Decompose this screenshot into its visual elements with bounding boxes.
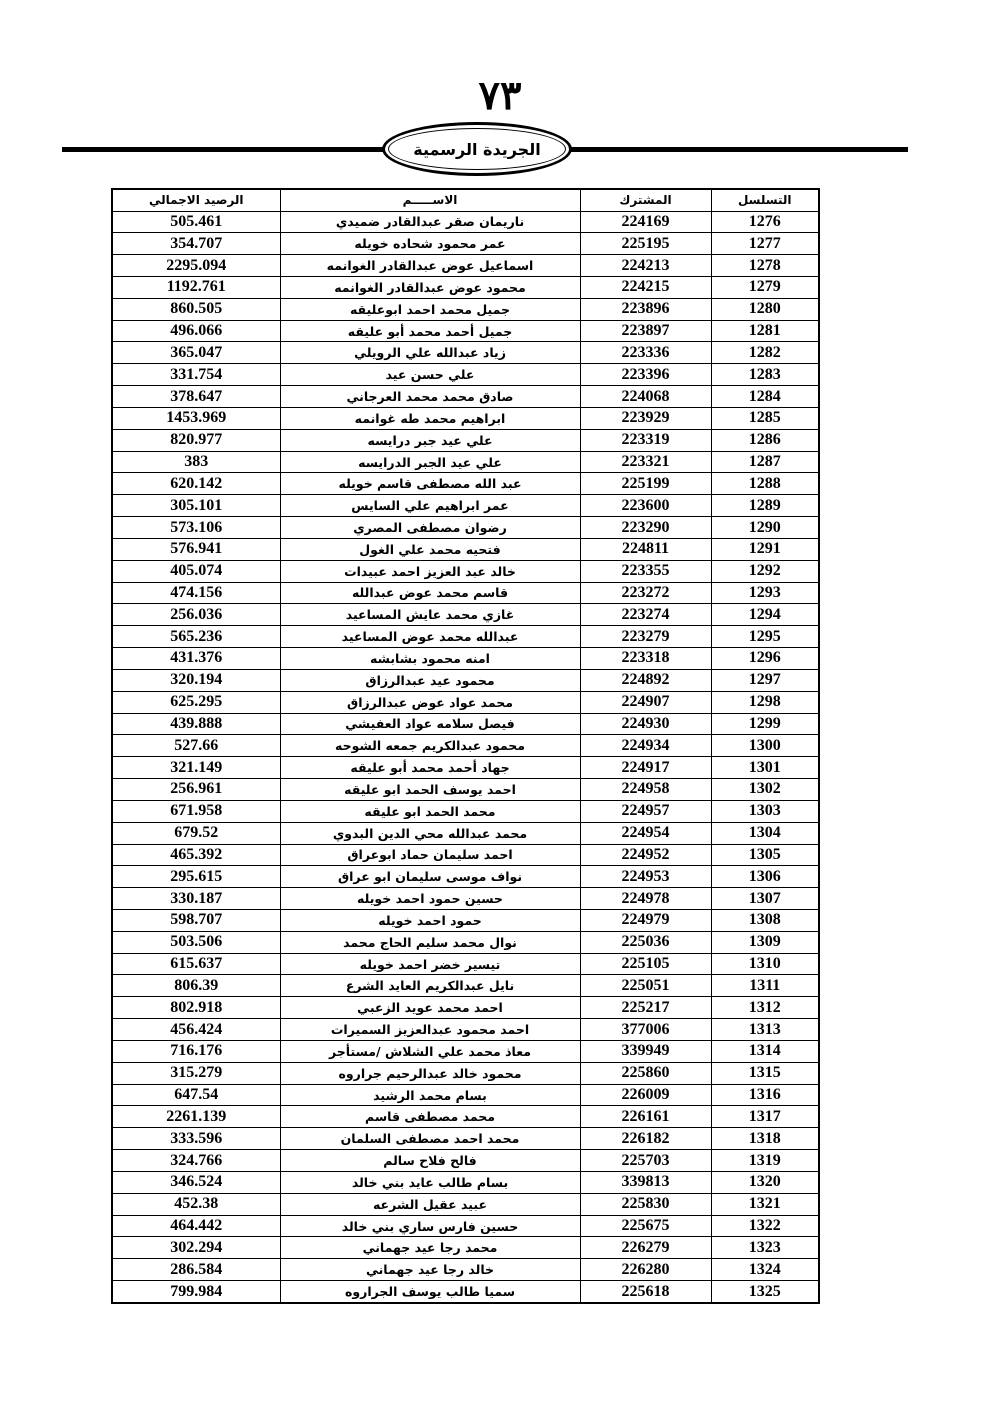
subscriber-cell: 224892 — [580, 669, 711, 691]
sequence-cell: 1316 — [711, 1084, 819, 1106]
table-row — [112, 1281, 819, 1303]
name-cell: عبدالله محمد عوض المساعيد — [280, 626, 580, 648]
table-row — [112, 255, 819, 277]
name-cell: امنه محمود بشابشه — [280, 648, 580, 670]
name-cell: جهاد أحمد محمد أبو عليقه — [280, 757, 580, 779]
balance-cell: 647.54 — [112, 1084, 280, 1106]
sequence-cell: 1299 — [711, 713, 819, 735]
balance-cell: 256.961 — [112, 779, 280, 801]
subscriber-cell: 224957 — [580, 800, 711, 822]
sequence-cell: 1293 — [711, 582, 819, 604]
subscriber-cell: 225051 — [580, 975, 711, 997]
subscriber-cell: 223896 — [580, 298, 711, 320]
balance-cell: 820.977 — [112, 429, 280, 451]
table-row — [112, 1193, 819, 1215]
sequence-cell: 1309 — [711, 931, 819, 953]
balance-cell: 302.294 — [112, 1237, 280, 1259]
table-row — [112, 1106, 819, 1128]
table-row — [112, 451, 819, 473]
column-header-name: الاســـــم — [280, 189, 580, 211]
subscriber-cell: 225860 — [580, 1062, 711, 1084]
balance-cell: 320.194 — [112, 669, 280, 691]
table-row — [112, 517, 819, 539]
name-cell: محمد الحمد ابو عليقه — [280, 800, 580, 822]
table-row — [112, 975, 819, 997]
name-cell: محمد عبدالله محي الدين البدوي — [280, 822, 580, 844]
balance-cell: 625.295 — [112, 691, 280, 713]
name-cell: احمد محمد عويد الزعبي — [280, 997, 580, 1019]
balance-cell: 799.984 — [112, 1281, 280, 1303]
balance-cell: 598.707 — [112, 910, 280, 932]
table-row — [112, 364, 819, 386]
table-row — [112, 626, 819, 648]
table-row — [112, 931, 819, 953]
name-cell: رضوان مصطفى المصري — [280, 517, 580, 539]
balance-cell: 620.142 — [112, 473, 280, 495]
table-row — [112, 1259, 819, 1281]
sequence-cell: 1291 — [711, 538, 819, 560]
name-cell: عبد الله مصطفى قاسم خويله — [280, 473, 580, 495]
balance-cell: 573.106 — [112, 517, 280, 539]
table-row — [112, 560, 819, 582]
subscriber-cell: 224934 — [580, 735, 711, 757]
name-cell: محمد عواد عوض عبدالرزاق — [280, 691, 580, 713]
subscriber-cell: 224907 — [580, 691, 711, 713]
sequence-cell: 1313 — [711, 1019, 819, 1041]
balance-cell: 295.615 — [112, 866, 280, 888]
subscriber-cell: 223321 — [580, 451, 711, 473]
table-header-row — [112, 189, 819, 211]
name-cell: علي عيد جبر درايسه — [280, 429, 580, 451]
table-row — [112, 582, 819, 604]
balance-cell: 671.958 — [112, 800, 280, 822]
subscriber-cell: 226182 — [580, 1128, 711, 1150]
sequence-cell: 1315 — [711, 1062, 819, 1084]
balance-cell: 365.047 — [112, 342, 280, 364]
balance-cell: 405.074 — [112, 560, 280, 582]
sequence-cell: 1307 — [711, 888, 819, 910]
name-cell: محمود عيد عبدالرزاق — [280, 669, 580, 691]
name-cell: محمود عوض عبدالقادر الغوانمه — [280, 276, 580, 298]
subscriber-cell: 224811 — [580, 538, 711, 560]
sequence-cell: 1298 — [711, 691, 819, 713]
subscriber-cell: 225703 — [580, 1150, 711, 1172]
sequence-cell: 1323 — [711, 1237, 819, 1259]
balance-cell: 576.941 — [112, 538, 280, 560]
table-row — [112, 495, 819, 517]
sequence-cell: 1304 — [711, 822, 819, 844]
table-row — [112, 1040, 819, 1062]
sequence-cell: 1322 — [711, 1215, 819, 1237]
balance-cell: 2261.139 — [112, 1106, 280, 1128]
table-row — [112, 735, 819, 757]
sequence-cell: 1306 — [711, 866, 819, 888]
table-row — [112, 298, 819, 320]
subscriber-balance-table — [111, 188, 820, 1304]
subscriber-cell: 223279 — [580, 626, 711, 648]
name-cell: علي حسن عيد — [280, 364, 580, 386]
subscriber-cell: 225830 — [580, 1193, 711, 1215]
table-row — [112, 800, 819, 822]
name-cell: ابراهيم محمد طه غوانمه — [280, 407, 580, 429]
subscriber-cell: 223336 — [580, 342, 711, 364]
name-cell: احمد يوسف الحمد ابو عليقه — [280, 779, 580, 801]
subscriber-cell: 377006 — [580, 1019, 711, 1041]
sequence-cell: 1286 — [711, 429, 819, 451]
balance-cell: 802.918 — [112, 997, 280, 1019]
table-row — [112, 1171, 819, 1193]
name-cell: قاسم محمد عوض عبدالله — [280, 582, 580, 604]
name-cell: محمود عبدالكريم جمعه الشوحه — [280, 735, 580, 757]
table-row — [112, 342, 819, 364]
subscriber-cell: 224213 — [580, 255, 711, 277]
balance-cell: 474.156 — [112, 582, 280, 604]
balance-cell: 321.149 — [112, 757, 280, 779]
subscriber-cell: 339949 — [580, 1040, 711, 1062]
name-cell: عمر محمود شحاده خويله — [280, 233, 580, 255]
subscriber-cell: 224978 — [580, 888, 711, 910]
subscriber-cell: 224952 — [580, 844, 711, 866]
balance-cell: 315.279 — [112, 1062, 280, 1084]
subscriber-cell: 224954 — [580, 822, 711, 844]
sequence-cell: 1295 — [711, 626, 819, 648]
subscriber-cell: 224979 — [580, 910, 711, 932]
name-cell: عمر ابراهيم علي السايس — [280, 495, 580, 517]
name-cell: حمود احمد خويله — [280, 910, 580, 932]
sequence-cell: 1310 — [711, 953, 819, 975]
sequence-cell: 1302 — [711, 779, 819, 801]
balance-cell: 716.176 — [112, 1040, 280, 1062]
balance-cell: 1453.969 — [112, 407, 280, 429]
name-cell: محمد رجا عيد جهماني — [280, 1237, 580, 1259]
table-row — [112, 713, 819, 735]
gazette-title: الجريدة الرسمية — [413, 139, 541, 159]
subscriber-cell: 223396 — [580, 364, 711, 386]
subscriber-cell: 225217 — [580, 997, 711, 1019]
balance-cell: 452.38 — [112, 1193, 280, 1215]
subscriber-cell: 224169 — [580, 211, 711, 233]
sequence-cell: 1301 — [711, 757, 819, 779]
balance-cell: 256.036 — [112, 604, 280, 626]
table-row — [112, 233, 819, 255]
balance-cell: 439.888 — [112, 713, 280, 735]
subscriber-cell: 223318 — [580, 648, 711, 670]
balance-cell: 456.424 — [112, 1019, 280, 1041]
name-cell: صادق محمد محمد العرجاني — [280, 386, 580, 408]
name-cell: بسام محمد الرشيد — [280, 1084, 580, 1106]
table-row — [112, 844, 819, 866]
sequence-cell: 1283 — [711, 364, 819, 386]
subscriber-cell: 223897 — [580, 320, 711, 342]
subscriber-cell: 223274 — [580, 604, 711, 626]
sequence-cell: 1314 — [711, 1040, 819, 1062]
sequence-cell: 1285 — [711, 407, 819, 429]
subscriber-cell: 226280 — [580, 1259, 711, 1281]
name-cell: خالد رجا عيد جهماني — [280, 1259, 580, 1281]
name-cell: سميا طالب يوسف الجراروه — [280, 1281, 580, 1303]
name-cell: فيصل سلامه عواد العفيشي — [280, 713, 580, 735]
gazette-title-oval — [382, 122, 572, 176]
name-cell: محمد مصطفى قاسم — [280, 1106, 580, 1128]
balance-cell: 324.766 — [112, 1150, 280, 1172]
sequence-cell: 1279 — [711, 276, 819, 298]
sequence-cell: 1300 — [711, 735, 819, 757]
sequence-cell: 1321 — [711, 1193, 819, 1215]
balance-cell: 505.461 — [112, 211, 280, 233]
table-row — [112, 211, 819, 233]
name-cell: بسام طالب عايد بني خالد — [280, 1171, 580, 1193]
name-cell: حسين حمود احمد خويله — [280, 888, 580, 910]
subscriber-cell: 225675 — [580, 1215, 711, 1237]
column-header-sequence: التسلسل — [711, 189, 819, 211]
sequence-cell: 1325 — [711, 1281, 819, 1303]
name-cell: علي عيد الجبر الدرايسه — [280, 451, 580, 473]
subscriber-cell: 225618 — [580, 1281, 711, 1303]
name-cell: نواف موسى سليمان ابو عراق — [280, 866, 580, 888]
subscriber-cell: 225199 — [580, 473, 711, 495]
name-cell: ناريمان صقر عبدالقادر ضميدي — [280, 211, 580, 233]
balance-cell: 346.524 — [112, 1171, 280, 1193]
balance-cell: 431.376 — [112, 648, 280, 670]
sequence-cell: 1303 — [711, 800, 819, 822]
name-cell: نوال محمد سليم الحاج محمد — [280, 931, 580, 953]
balance-cell: 305.101 — [112, 495, 280, 517]
table-row — [112, 648, 819, 670]
column-header-subscriber: المشترك — [580, 189, 711, 211]
name-cell: اسماعيل عوض عبدالقادر الغوانمه — [280, 255, 580, 277]
sequence-cell: 1289 — [711, 495, 819, 517]
subscriber-cell: 339813 — [580, 1171, 711, 1193]
subscriber-cell: 224958 — [580, 779, 711, 801]
subscriber-cell: 225195 — [580, 233, 711, 255]
sequence-cell: 1324 — [711, 1259, 819, 1281]
table-row — [112, 320, 819, 342]
name-cell: زياد عبدالله علي الرويلي — [280, 342, 580, 364]
table-row — [112, 669, 819, 691]
sequence-cell: 1288 — [711, 473, 819, 495]
column-header-balance: الرصيد الاجمالي — [112, 189, 280, 211]
table-row — [112, 1019, 819, 1041]
name-cell: احمد محمود عبدالعزيز السميرات — [280, 1019, 580, 1041]
table-row — [112, 538, 819, 560]
balance-cell: 465.392 — [112, 844, 280, 866]
subscriber-cell: 224930 — [580, 713, 711, 735]
balance-cell: 565.236 — [112, 626, 280, 648]
name-cell: غازي محمد عايش المساعيد — [280, 604, 580, 626]
sequence-cell: 1277 — [711, 233, 819, 255]
table-row — [112, 429, 819, 451]
sequence-cell: 1287 — [711, 451, 819, 473]
subscriber-cell: 224953 — [580, 866, 711, 888]
sequence-cell: 1320 — [711, 1171, 819, 1193]
table-row — [112, 866, 819, 888]
table-row — [112, 1062, 819, 1084]
sequence-cell: 1294 — [711, 604, 819, 626]
sequence-cell: 1290 — [711, 517, 819, 539]
subscriber-cell: 226009 — [580, 1084, 711, 1106]
subscriber-cell: 223600 — [580, 495, 711, 517]
table-row — [112, 822, 819, 844]
balance-cell: 286.584 — [112, 1259, 280, 1281]
balance-cell: 1192.761 — [112, 276, 280, 298]
balance-cell: 378.647 — [112, 386, 280, 408]
balance-cell: 383 — [112, 451, 280, 473]
subscriber-cell: 223929 — [580, 407, 711, 429]
subscriber-cell: 223319 — [580, 429, 711, 451]
balance-cell: 806.39 — [112, 975, 280, 997]
table-row — [112, 997, 819, 1019]
name-cell: فالح فلاح سالم — [280, 1150, 580, 1172]
sequence-cell: 1318 — [711, 1128, 819, 1150]
sequence-cell: 1311 — [711, 975, 819, 997]
subscriber-cell: 225105 — [580, 953, 711, 975]
table-row — [112, 953, 819, 975]
balance-cell: 860.505 — [112, 298, 280, 320]
sequence-cell: 1297 — [711, 669, 819, 691]
table-row — [112, 910, 819, 932]
table-row — [112, 604, 819, 626]
sequence-cell: 1281 — [711, 320, 819, 342]
table-row — [112, 276, 819, 298]
subscriber-cell: 225036 — [580, 931, 711, 953]
sequence-cell: 1280 — [711, 298, 819, 320]
subscriber-cell: 226161 — [580, 1106, 711, 1128]
name-cell: محمود خالد عبدالرحيم جراروه — [280, 1062, 580, 1084]
balance-cell: 527.66 — [112, 735, 280, 757]
table-row — [112, 888, 819, 910]
table-row — [112, 779, 819, 801]
balance-cell: 330.187 — [112, 888, 280, 910]
sequence-cell: 1284 — [711, 386, 819, 408]
balance-cell: 2295.094 — [112, 255, 280, 277]
sequence-cell: 1292 — [711, 560, 819, 582]
name-cell: تيسير خضر احمد خويله — [280, 953, 580, 975]
table-body — [112, 211, 819, 1303]
balance-cell: 496.066 — [112, 320, 280, 342]
table-row — [112, 1128, 819, 1150]
balance-cell: 464.442 — [112, 1215, 280, 1237]
table-row — [112, 1237, 819, 1259]
name-cell: نايل عبدالكريم العايد الشرع — [280, 975, 580, 997]
subscriber-cell: 223290 — [580, 517, 711, 539]
balance-cell: 615.637 — [112, 953, 280, 975]
sequence-cell: 1296 — [711, 648, 819, 670]
table-row — [112, 1084, 819, 1106]
subscriber-cell: 223355 — [580, 560, 711, 582]
table-row — [112, 386, 819, 408]
subscriber-cell: 226279 — [580, 1237, 711, 1259]
subscriber-cell: 224917 — [580, 757, 711, 779]
name-cell: جميل أحمد محمد أبو عليقه — [280, 320, 580, 342]
name-cell: جميل محمد احمد ابوعليقه — [280, 298, 580, 320]
subscriber-cell: 223272 — [580, 582, 711, 604]
table-row — [112, 691, 819, 713]
name-cell: محمد احمد مصطفى السلمان — [280, 1128, 580, 1150]
balance-cell: 331.754 — [112, 364, 280, 386]
sequence-cell: 1308 — [711, 910, 819, 932]
name-cell: فتحيه محمد علي الغول — [280, 538, 580, 560]
sequence-cell: 1282 — [711, 342, 819, 364]
subscriber-cell: 224068 — [580, 386, 711, 408]
balance-cell: 503.506 — [112, 931, 280, 953]
sequence-cell: 1276 — [711, 211, 819, 233]
name-cell: خالد عبد العزيز احمد عبيدات — [280, 560, 580, 582]
sequence-cell: 1278 — [711, 255, 819, 277]
balance-cell: 354.707 — [112, 233, 280, 255]
table-row — [112, 1150, 819, 1172]
name-cell: معاذ محمد علي الشلاش /مستأجر — [280, 1040, 580, 1062]
sequence-cell: 1317 — [711, 1106, 819, 1128]
subscriber-cell: 224215 — [580, 276, 711, 298]
balance-cell: 333.596 — [112, 1128, 280, 1150]
table-row — [112, 407, 819, 429]
sequence-cell: 1312 — [711, 997, 819, 1019]
table-row — [112, 757, 819, 779]
name-cell: حسين فارس ساري بني خالد — [280, 1215, 580, 1237]
name-cell: عبيد عقيل الشرعه — [280, 1193, 580, 1215]
table-row — [112, 1215, 819, 1237]
name-cell: احمد سليمان حماد ابوعراق — [280, 844, 580, 866]
table-row — [112, 473, 819, 495]
page-number: ٧٣ — [478, 72, 522, 119]
sequence-cell: 1305 — [711, 844, 819, 866]
balance-cell: 679.52 — [112, 822, 280, 844]
sequence-cell: 1319 — [711, 1150, 819, 1172]
